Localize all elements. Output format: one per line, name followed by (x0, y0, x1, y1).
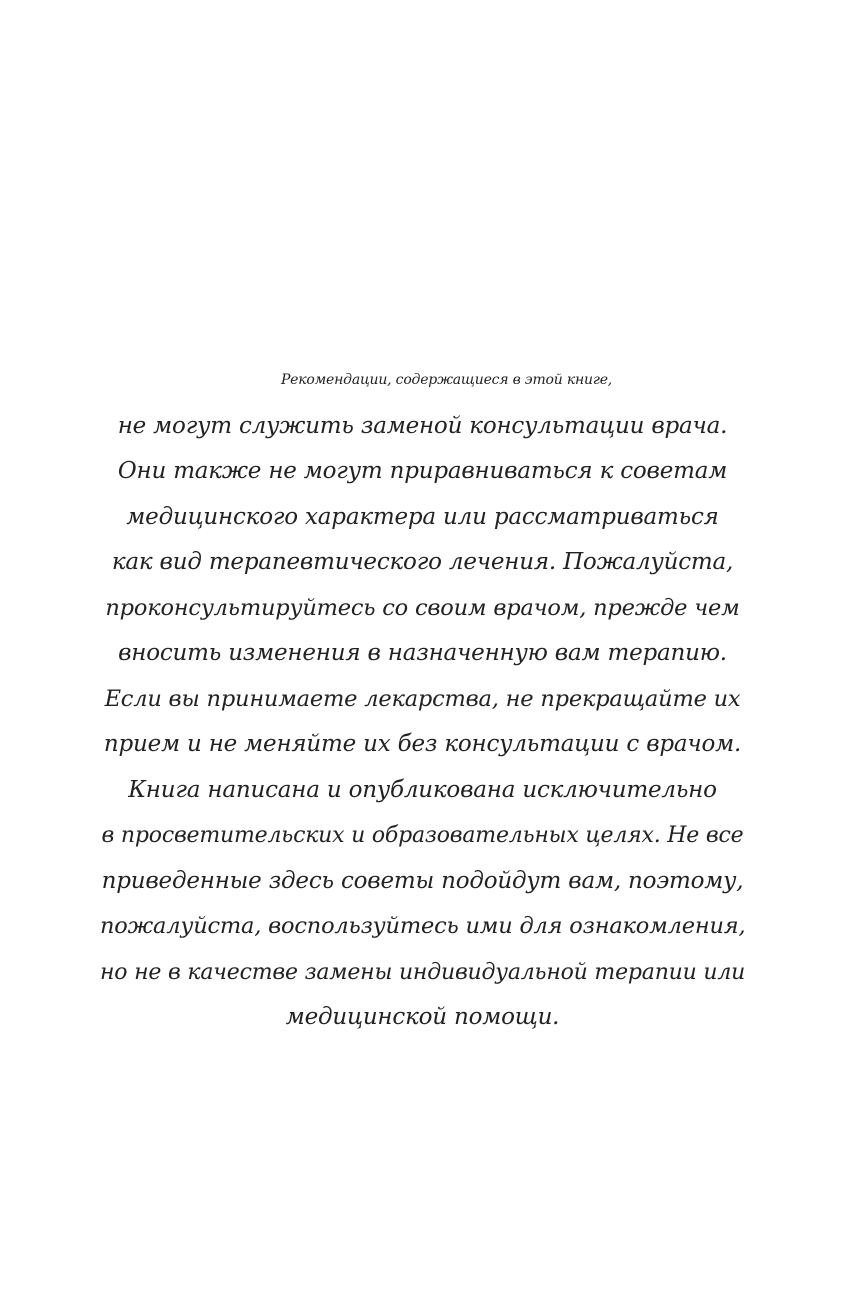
medical-disclaimer (100, 358, 745, 1041)
disclaimer-line-1: Рекомендации, содержащиеся в этой книге, (280, 372, 613, 388)
disclaimer-line-8: Если вы принимаете лекарства, не прекращайте их (104, 685, 741, 712)
disclaimer-line-5: как вид терапевтического лечения. Пожалуйста, (111, 549, 734, 575)
disclaimer-line-3: Они также не могут приравниваться к советам (117, 458, 728, 484)
disclaimer-line-7: вносить изменения в назначенную вам терапию. (118, 640, 727, 666)
disclaimer-line-2: не могут служить заменой консультации врача. (117, 412, 728, 439)
disclaimer-line-12: приведенные здесь советы подойдут вам, поэтому, (101, 867, 744, 894)
disclaimer-line-13: пожалуйста, воспользуйтесь ими для ознакомления, (100, 913, 746, 939)
disclaimer-line-11: в просветительских и образовательных целях. Не все (101, 823, 744, 848)
disclaimer-line-9: прием и не меняйте их без консультации с врачом. (103, 731, 742, 757)
disclaimer-line-4: медицинского характера или рассматриваться (126, 503, 719, 530)
disclaimer-line-6: проконсультируйтесь со своим врачом, прежде чем (105, 594, 740, 621)
disclaimer-line-10: Книга написана и опубликована исключительно (128, 776, 717, 803)
disclaimer-line-15: медицинской помощи. (285, 1004, 560, 1030)
disclaimer-line-14: но не в качестве замены индивидуальной терапии или (100, 959, 746, 985)
